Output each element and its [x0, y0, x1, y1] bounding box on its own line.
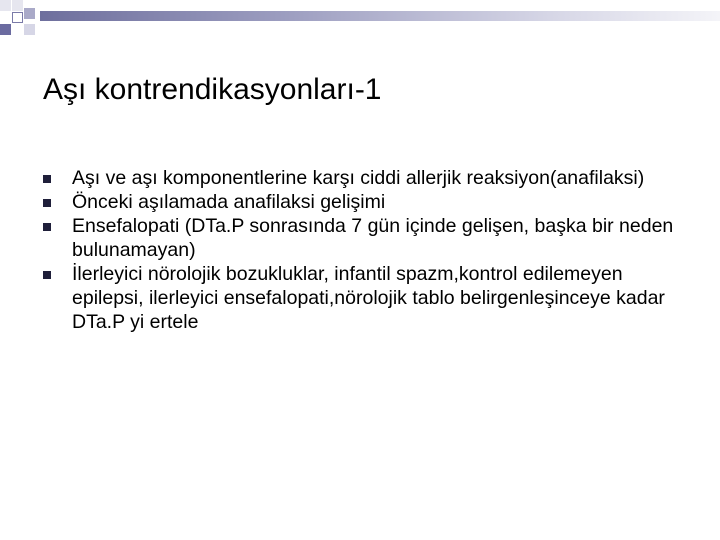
square-bullet-icon — [43, 262, 72, 286]
bullet-item — [43, 166, 683, 190]
decorative-square — [12, 0, 23, 11]
bullet-item — [43, 190, 683, 214]
decorative-header-band — [0, 0, 720, 44]
bullet-item — [43, 214, 683, 262]
square-bullet-icon — [43, 166, 72, 190]
bullet-text: İlerleyici nörolojik bozukluklar, infantil spazm,kontrol edilemeyen epilepsi, ilerleyici ensefalopati,nörolojik tablo belirgenleşinceye kadar DTa.P yi ertele — [72, 263, 665, 333]
square-bullet-icon — [43, 190, 72, 214]
bullet-list — [43, 166, 683, 334]
decorative-square — [0, 24, 11, 35]
decorative-square — [24, 8, 35, 19]
decorative-square — [12, 12, 23, 23]
decorative-square — [24, 24, 35, 35]
slide-title: Aşı kontrendikasyonları-1 — [43, 73, 382, 106]
square-bullet-icon — [43, 214, 72, 238]
bullet-text: Aşı ve aşı komponentlerine karşı ciddi allerjik reaksiyon(anafilaksi) — [72, 167, 645, 189]
decorative-gradient-bar — [40, 11, 720, 21]
decorative-square — [0, 0, 11, 11]
bullet-text: Önceki aşılamada anafilaksi gelişimi — [72, 191, 386, 213]
bullet-item — [43, 262, 683, 334]
bullet-text: Ensefalopati (DTa.P sonrasında 7 gün içinde gelişen, başka bir neden bulunamayan) — [72, 215, 674, 261]
